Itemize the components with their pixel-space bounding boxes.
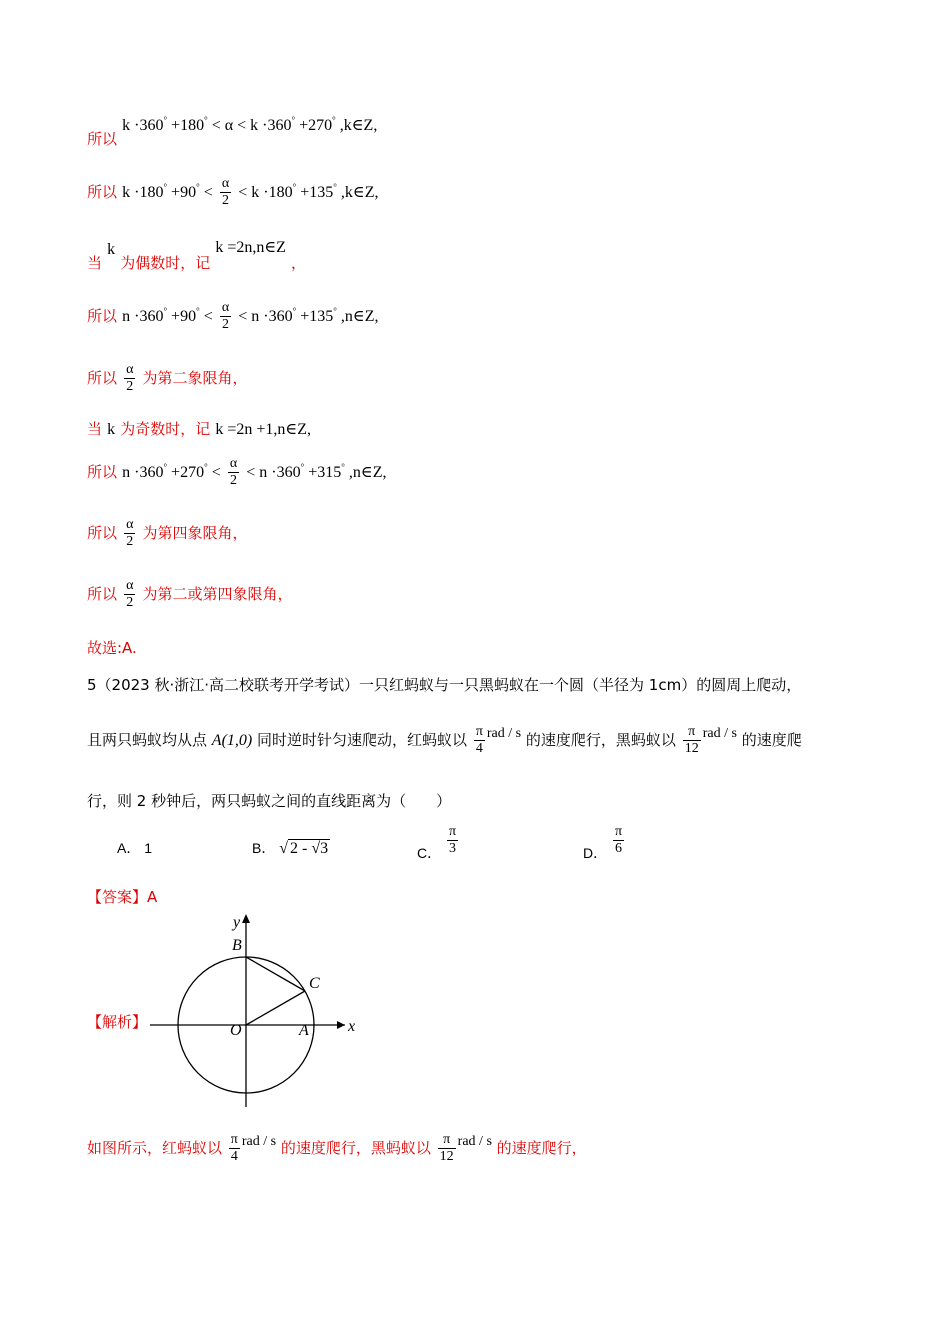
problem-text: 且两只蚂蚁均从点 [87, 731, 208, 749]
k-odd-definition: k =2n +1,n∈Z, [215, 421, 311, 438]
line-prefix: 所以 [87, 463, 118, 481]
alpha-half-fraction: $\frac{\alpha}{2}$ [126, 578, 134, 610]
solution-line-5 [87, 362, 248, 395]
line-mid: 为奇数时，记 [120, 420, 211, 438]
label-y: y [233, 914, 241, 931]
inequality-right: < n ·360° +135° ,n∈Z, [238, 306, 379, 325]
analysis-text: 的速度爬行， [496, 1139, 587, 1157]
option-c-fraction: $\frac{\pi}{3}$ [449, 824, 457, 856]
unit: rad / s [486, 726, 522, 741]
answer-value: A [147, 888, 158, 906]
problem-text: 的速度爬 [741, 731, 802, 749]
line-prefix: 所以 [87, 585, 118, 603]
final-choice: 故选:A. [87, 639, 137, 657]
black-speed-fraction: $\frac{\pi}{12}$ [439, 1132, 454, 1164]
option-d-fraction: $\frac{\pi}{6}$ [615, 824, 623, 856]
label-x: x [348, 1018, 356, 1035]
line-prefix: 所以 [87, 130, 118, 148]
segment-bc [246, 957, 305, 991]
answer [87, 886, 157, 907]
option-d: D． $\frac{\pi}{6}$ [583, 824, 623, 862]
option-c: C． $\frac{\pi}{3}$ [417, 824, 457, 862]
inequality-left: n ·360° +270° < [122, 462, 221, 481]
line-prefix: 所以 [87, 307, 118, 325]
inequality-left: k ·180° +90° < [122, 182, 213, 201]
solution-line-7 [87, 456, 386, 489]
unit: rad / s [457, 1134, 492, 1149]
problem-line-2 [87, 724, 802, 757]
segment-oc [246, 991, 305, 1025]
line-suffix: ， [291, 254, 307, 272]
y-axis-arrow [242, 914, 250, 923]
analysis-text: 的速度爬行，黑蚂蚁以 [280, 1139, 431, 1157]
line-prefix: 当 [87, 420, 103, 438]
line-suffix: 为第二象限角， [142, 369, 248, 387]
label-a: A [299, 1022, 309, 1039]
label-b: B [232, 937, 242, 954]
solution-line-1 [87, 114, 378, 148]
unit: rad / s [241, 1134, 277, 1149]
x-axis-arrow [337, 1021, 345, 1029]
label-c: C [309, 975, 320, 992]
line-mid: 为偶数时，记 [120, 254, 211, 272]
problem-line-1: 5（2023 秋·浙江·高二校联考开学考试）一只红蚂蚁与一只黑蚂蚁在一个圆（半径为 1cm）的圆周上爬动， [87, 676, 802, 694]
point-a: A(1,0) [211, 732, 253, 749]
alpha-half-fraction: $\frac{\alpha}{2}$ [221, 300, 230, 332]
analysis-text: 如图所示，红蚂蚁以 [87, 1139, 223, 1157]
inequality: k ·360° +180° < α < k ·360° +270° ,k∈Z, [122, 115, 378, 134]
alpha-half-fraction: $\frac{\alpha}{2}$ [229, 456, 238, 488]
alpha-half-fraction: $\frac{\alpha}{2}$ [221, 176, 230, 208]
solution-line-8 [87, 517, 248, 550]
option-b: B． √ 2 - √3 [252, 840, 329, 857]
answer-label: 【答案】 [87, 888, 148, 906]
inequality-right: < n ·360° +315° ,n∈Z, [246, 462, 387, 481]
solution-line-6 [87, 418, 311, 439]
black-speed-fraction: $\frac{\pi}{12}$ [684, 724, 699, 756]
unit-circle-figure [150, 910, 360, 1110]
red-speed-fraction: $\frac{\pi}{4}$ [230, 1132, 238, 1164]
label-o: O [230, 1022, 242, 1039]
inequality-left: n ·360° +90° < [122, 306, 213, 325]
solution-line-3 [87, 236, 307, 272]
solution-line-4 [87, 300, 378, 333]
unit: rad / s [702, 726, 737, 741]
problem-text: 的速度爬行，黑蚂蚁以 [525, 731, 676, 749]
solution-line-2 [87, 176, 378, 209]
sqrt-expression: √ 2 - √3 [279, 840, 329, 857]
inequality-right: < k ·180° +135° ,k∈Z, [238, 182, 379, 201]
var-k: k [107, 421, 116, 438]
var-k: k [107, 241, 116, 258]
line-prefix: 当 [87, 254, 103, 272]
analysis-label: 【解析】 [87, 1013, 148, 1031]
line-suffix: 为第二或第四象限角， [142, 585, 293, 603]
line-prefix: 所以 [87, 183, 118, 201]
analysis-line-1 [87, 1132, 587, 1165]
problem-text: 同时逆时针匀速爬动，红蚂蚁以 [257, 731, 468, 749]
line-suffix: 为第四象限角， [142, 524, 248, 542]
option-a: A． 1 [117, 840, 153, 856]
solution-line-9 [87, 578, 293, 611]
k-even-definition: k =2n,n∈Z [215, 239, 286, 256]
alpha-half-fraction: $\frac{\alpha}{2}$ [126, 362, 134, 394]
problem-line-3: 行，则 2 秒钟后，两只蚂蚁之间的直线距离为（ ） [87, 792, 452, 810]
line-prefix: 所以 [87, 524, 118, 542]
red-speed-fraction: $\frac{\pi}{4}$ [475, 724, 483, 756]
alpha-half-fraction: $\frac{\alpha}{2}$ [126, 517, 134, 549]
line-prefix: 所以 [87, 369, 118, 387]
